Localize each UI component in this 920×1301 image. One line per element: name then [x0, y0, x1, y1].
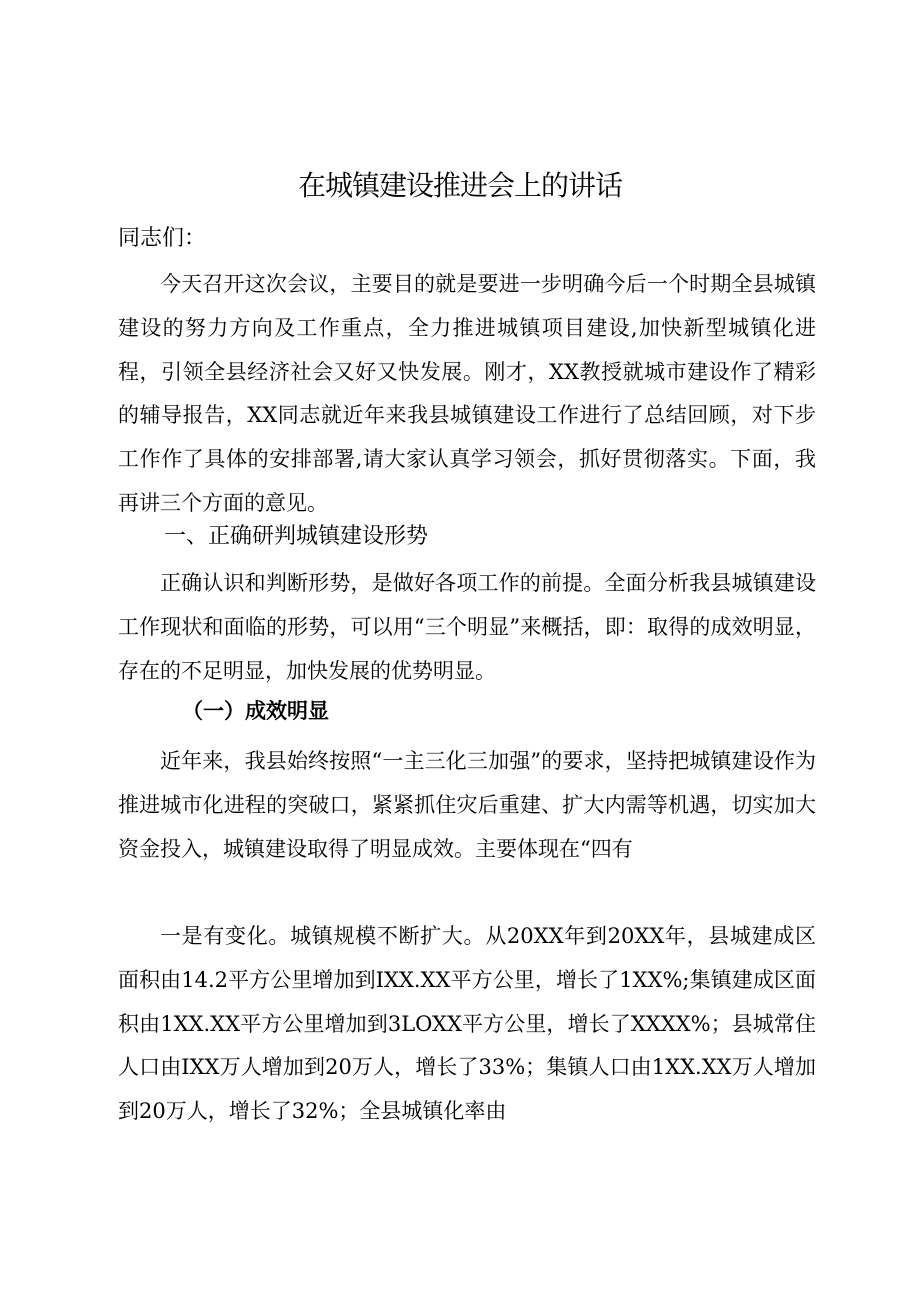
subsection1-paragraph: 近年来，我县始终按照“一主三化三加强”的要求，坚持把城镇建设作为推进城市化进程的突破口，紧紧抓住灾后重建、扩大内需等机遇，切实加大资金投入，城镇建设取得了明显成效。主要体现在“四有: [118, 749, 816, 861]
subsection-heading-1: （一）成效明显: [182, 699, 329, 723]
salutation: 同志们：: [118, 226, 207, 251]
document-title: 在城镇建设推进会上的讲话: [297, 169, 622, 202]
intro-paragraph: 今天召开这次会议，主要目的就是要进一步明确今后一个时期全县城镇建设的努力方向及工作重点，全力推进城镇项目建设,加快新型城镇化进程，引领全县经济社会又好又快发展。刚才，XX教授就城市建设作了精彩的辅导报告，XX同志就近年来我县城镇建设工作进行了总结回顾，对下步工作作了具体的安排部署,请大家认真学习领会，抓好贯彻落实。下面，我再讲三个方面的意见。: [118, 272, 816, 515]
section-heading-1: 一、正确研判城镇建设形势: [164, 524, 429, 549]
section1-paragraph: 正确认识和判断形势，是做好各项工作的前提。全面分析我县城镇建设工作现状和面临的形势，可以用“三个明显”来概括，即：取得的成效明显，存在的不足明显，加快发展的优势明显。: [118, 571, 816, 683]
point1-paragraph: 一是有变化。城镇规模不断扩大。从20XX年到20XX年，县城建成区面积由14.2平方公里增加到IXX.XX平方公里，增长了1XX%;集镇建成区面积由1XX.XX平方公里增加到3LOXX平方公里，增长了XXXX%；县城常住人口由IXX万人增加到20万人，增长了33%；集镇人口由1XX.XX万人增加到20万人，增长了32%；全县城镇化率由: [118, 924, 816, 1124]
